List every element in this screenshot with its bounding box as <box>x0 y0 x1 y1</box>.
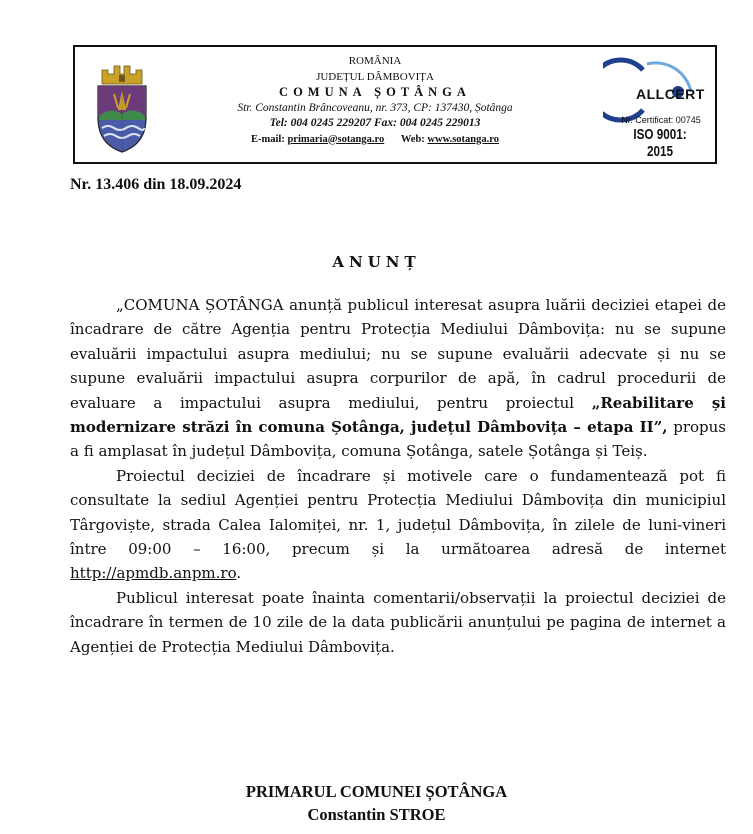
iso-certification-logo <box>603 52 713 158</box>
paragraph-1 <box>70 293 726 464</box>
paragraph-2-start: Proiectul deciziei de încadrare și motivele care o fundamentează pot fi consultate la sediul Agenției pentru Protecția Mediului Dâmbovița din municipiul Târgoviște, strada Calea Ialomiței, nr. 1, județul Dâmbovița, în zilele de luni-vineri între 09:00 – 16:00, precum și la următoarea adresă de internet <box>70 466 726 559</box>
iso-standard: ISO 9001: 2015 <box>633 126 687 160</box>
contact-line <box>175 132 575 148</box>
mayor-name: Constantin STROE <box>307 805 446 824</box>
country-name: ROMÂNIA <box>348 55 402 67</box>
paragraph-3: Publicul interesat poate înainta comentarii/observații la proiectul deciziei de încadrare în termen de 10 zile de la data publicării anunțului pe pagina de internet a Agenției de Protecția Mediului Dâmbovița. <box>70 588 726 656</box>
paragraph-2 <box>70 464 726 586</box>
document-title: ANUNȚ <box>332 253 421 271</box>
email-link[interactable]: primaria@sotanga.ro <box>287 133 385 145</box>
paragraph-2-end: . <box>236 564 242 583</box>
address: Str. Constantin Brâncoveanu, nr. 373, CP: 137430, Șotânga <box>237 101 513 114</box>
coat-of-arms-icon <box>94 56 150 156</box>
document-body <box>70 293 726 659</box>
mayor-title: PRIMARUL COMUNEI ȘOTÂNGA <box>245 782 508 801</box>
letterhead-text <box>175 54 575 147</box>
paragraph-1-start: „COMUNA ȘOTÂNGA anunță publicul interesat asupra luării deciziei etapei de încadrare de către Agenția pentru Protecția Mediului Dâmbovița: nu se supune evaluării impactului asupra mediului; nu se supune evaluării adecvate și nu se supune evaluării impactului asupra corpurilor de apă, în cadrul procedurii de evaluare a impactului asupra mediului, pentru proiectul <box>70 296 726 412</box>
letterhead <box>73 45 717 164</box>
county-name: JUDEȚUL DÂMBOVIȚA <box>316 70 434 83</box>
phone-fax: Tel: 004 0245 229207 Fax: 004 0245 229013 <box>269 117 481 129</box>
web-label: Web: <box>400 133 425 145</box>
registration-number: Nr. 13.406 din 18.09.2024 <box>70 176 242 193</box>
cert-number: Nr. Certificat: 00745 <box>621 115 701 125</box>
email-label: E-mail: <box>251 133 285 145</box>
paragraph-1-end: propus a fi amplasat în județul Dâmbovița, comuna Șotânga, satele Șotânga și Teiș. <box>70 418 726 461</box>
apm-website-link[interactable]: http://apmdb.anpm.ro <box>70 564 237 583</box>
commune-name: COMUNA ȘOTÂNGA <box>279 85 471 99</box>
project-name: „Reabilitare și modernizare străzi în comuna Șotânga, județul Dâmbovița – etapa II”, <box>70 393 726 437</box>
signature-block <box>0 780 753 826</box>
web-link[interactable]: www.sotanga.ro <box>427 133 499 145</box>
cert-brand: ALLCERT <box>636 86 705 102</box>
